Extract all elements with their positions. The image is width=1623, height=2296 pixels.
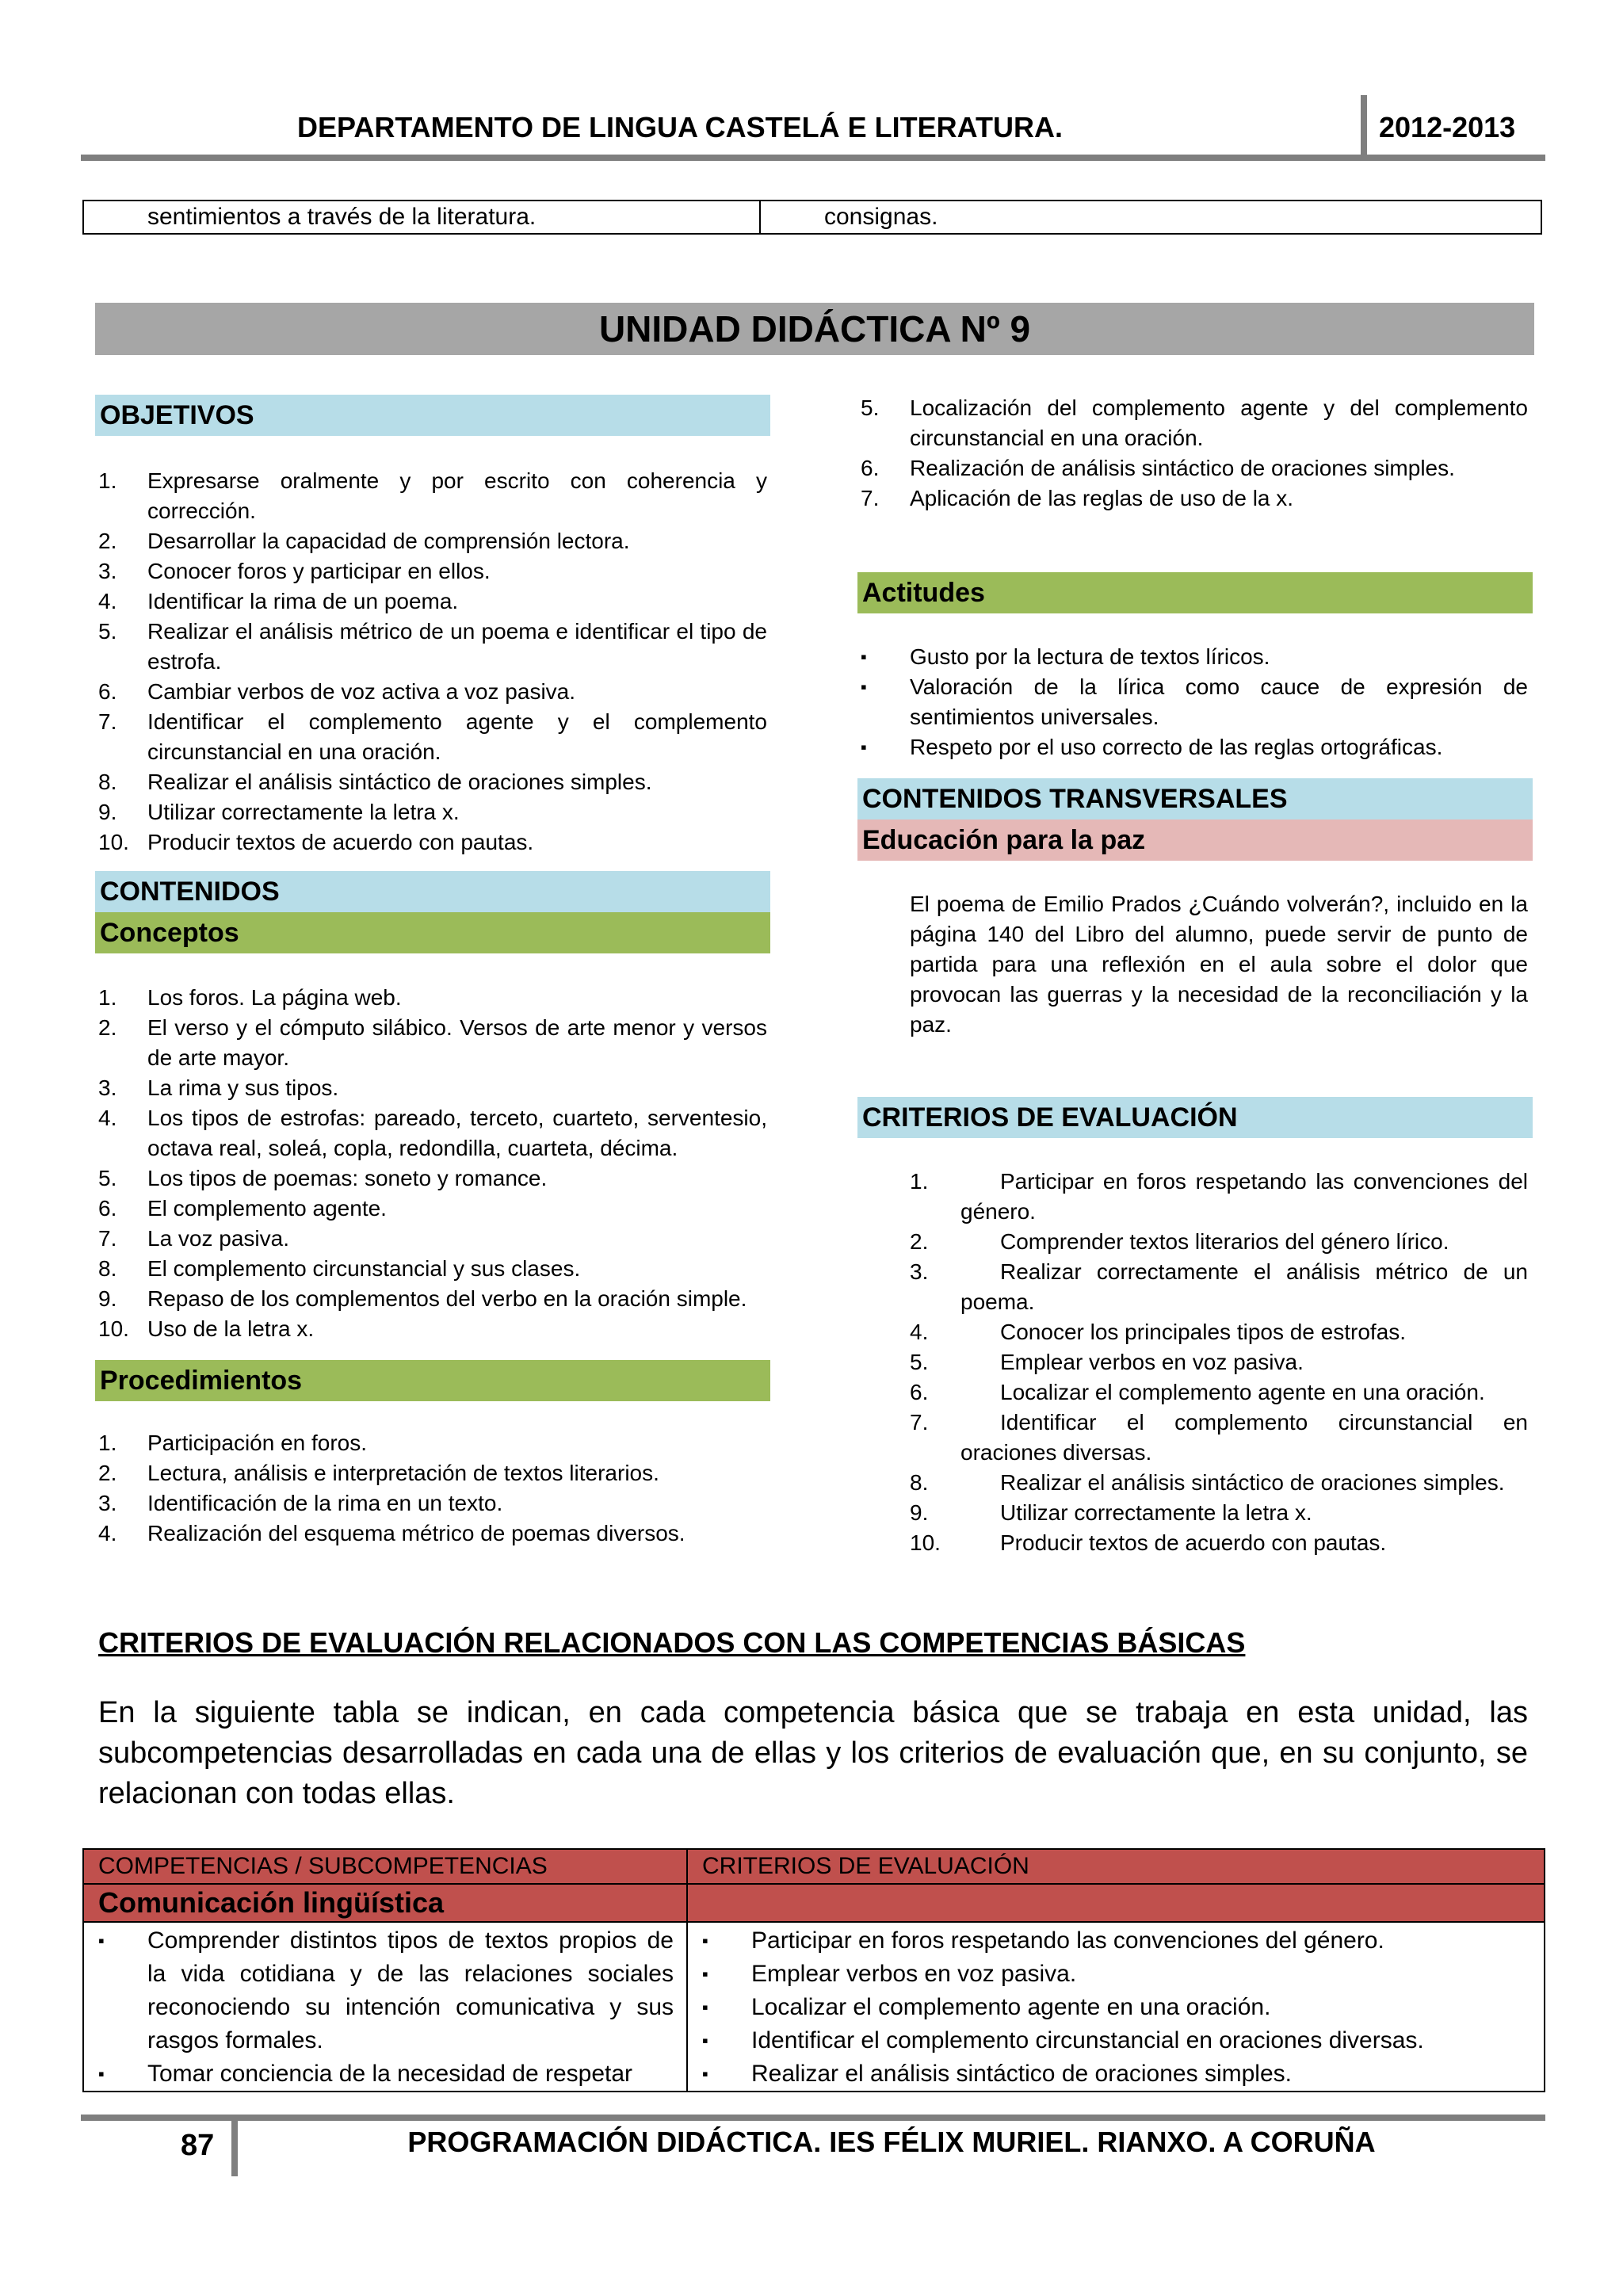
bullet-icon: ▪ xyxy=(861,677,867,697)
item-text: El verso y el cómputo silábico. Versos de arte menor y versos de arte mayor. xyxy=(147,1015,767,1070)
list-item xyxy=(910,1528,1528,1558)
item-number: 9. xyxy=(98,800,117,824)
item-text: Localización del complemento agente y del complemento circunstancial en una oración. xyxy=(910,395,1528,450)
bullet-icon: ▪ xyxy=(98,1931,105,1950)
item-text: Los tipos de poemas: soneto y romance. xyxy=(147,1166,548,1190)
header-title: DEPARTAMENTO DE LINGUA CASTELÁ E LITERATURA. xyxy=(297,111,1063,143)
conceptos-heading: Conceptos xyxy=(95,912,770,953)
list-item xyxy=(98,556,767,586)
objetivos-heading: OBJETIVOS xyxy=(95,395,770,436)
item-number: 8. xyxy=(98,1256,117,1281)
item-number: 1. xyxy=(98,1431,117,1455)
item-number: 7. xyxy=(861,486,880,510)
list-item xyxy=(98,1519,767,1549)
list-item xyxy=(910,1408,1528,1468)
competencias-table xyxy=(82,1848,1545,2092)
list-item xyxy=(98,2057,674,2091)
list-item xyxy=(98,1314,767,1344)
item-text: Realizar el análisis métrico de un poema e identificar el tipo de estrofa. xyxy=(147,619,767,674)
list-item xyxy=(98,1488,767,1519)
list-item xyxy=(910,1167,1528,1227)
list-item xyxy=(98,526,767,556)
list-item xyxy=(702,1958,1531,1991)
bullet-icon: ▪ xyxy=(702,1964,708,1984)
bullet-icon: ▪ xyxy=(702,2030,708,2050)
table-criterios-list xyxy=(702,1924,1531,2091)
table-header-competencias: COMPETENCIAS / SUBCOMPETENCIAS xyxy=(84,1850,688,1885)
list-item xyxy=(98,1103,767,1163)
item-text: Identificar el complemento agente y el complemento circunstancial en una oración. xyxy=(147,709,767,764)
item-text: Utilizar correctamente la letra x. xyxy=(1000,1500,1312,1525)
item-text: El complemento agente. xyxy=(147,1196,387,1221)
header-year: 2012-2013 xyxy=(1379,111,1516,143)
item-number: 1. xyxy=(98,985,117,1010)
list-item xyxy=(98,1013,767,1073)
item-text: Realizar el análisis sintáctico de oraciones simples. xyxy=(1000,1470,1505,1495)
item-text: La voz pasiva. xyxy=(147,1226,289,1251)
item-text: Realización del esquema métrico de poemas diversos. xyxy=(147,1521,685,1545)
item-text: Los tipos de estrofas: pareado, terceto, cuarteto, serventesio, octava real, soleá, copla, redondilla, cuarteta, décima. xyxy=(147,1106,767,1160)
procedimientos-heading: Procedimientos xyxy=(95,1360,770,1401)
item-text: Localizar el complemento agente en una oración. xyxy=(1000,1380,1485,1404)
item-number: 2. xyxy=(98,1461,117,1485)
list-item xyxy=(98,1254,767,1284)
competencias-intro: En la siguiente tabla se indican, en cada competencia básica que se trabaja en esta unidad, las subcompetencias desarrolladas en cada una de ellas y los criterios de evaluación que, en su conjunto, se relacionan con todas ellas. xyxy=(98,1696,1528,1810)
item-text: Gusto por la lectura de textos líricos. xyxy=(910,644,1270,669)
list-item xyxy=(98,1924,674,2057)
continuation-cell-right: consignas. xyxy=(824,204,938,230)
procedimientos-list xyxy=(98,1428,767,1549)
objetivos-list xyxy=(98,466,767,858)
list-item xyxy=(861,393,1528,453)
item-number: 5. xyxy=(910,1350,929,1374)
item-number: 10. xyxy=(98,1316,129,1341)
list-item xyxy=(910,1227,1528,1257)
item-number: 1. xyxy=(910,1169,929,1194)
item-text: Repaso de los complementos del verbo en la oración simple. xyxy=(147,1286,747,1311)
item-number: 1. xyxy=(98,468,117,493)
item-text: Realizar correctamente el análisis métrico de un poema. xyxy=(960,1259,1528,1314)
list-item xyxy=(861,483,1528,514)
list-item xyxy=(910,1317,1528,1347)
criterios-list xyxy=(910,1167,1528,1558)
item-number: 10. xyxy=(98,830,129,854)
list-item xyxy=(702,1924,1531,1958)
list-item xyxy=(910,1347,1528,1377)
header-rule xyxy=(81,155,1545,161)
item-number: 9. xyxy=(910,1500,929,1525)
subcompetencias-list xyxy=(98,1924,674,2091)
item-text: Respeto por el uso correcto de las reglas ortográficas. xyxy=(910,735,1443,759)
list-item xyxy=(98,617,767,677)
item-number: 8. xyxy=(98,770,117,794)
item-number: 6. xyxy=(98,679,117,704)
item-text: Tomar conciencia de la necesidad de respetar xyxy=(147,2061,633,2087)
item-text: Uso de la letra x. xyxy=(147,1316,315,1341)
list-item xyxy=(98,1194,767,1224)
list-item xyxy=(98,466,767,526)
list-item xyxy=(702,2024,1531,2057)
table-group-label: Comunicación lingüística xyxy=(84,1885,688,1923)
item-number: 4. xyxy=(98,589,117,613)
list-item xyxy=(910,1498,1528,1528)
item-number: 4. xyxy=(910,1320,929,1344)
list-item xyxy=(98,1458,767,1488)
table-header-criterios: CRITERIOS DE EVALUACIÓN xyxy=(688,1850,1544,1885)
item-text: Expresarse oralmente y por escrito con coherencia y corrección. xyxy=(147,468,767,523)
item-text: Participación en foros. xyxy=(147,1431,368,1455)
list-item xyxy=(98,1428,767,1458)
continuation-table xyxy=(82,200,1542,235)
bullet-icon: ▪ xyxy=(861,737,867,757)
item-text: Localizar el complemento agente en una oración. xyxy=(751,1994,1271,2020)
item-text: Cambiar verbos de voz activa a voz pasiva. xyxy=(147,679,576,704)
item-number: 2. xyxy=(98,1015,117,1040)
procedimientos-list-continued xyxy=(861,393,1528,514)
list-item xyxy=(98,983,767,1013)
footer-divider xyxy=(231,2115,238,2176)
list-item xyxy=(98,1224,767,1254)
item-number: 5. xyxy=(861,395,880,420)
item-number: 9. xyxy=(98,1286,117,1311)
item-text: El complemento circunstancial y sus clases. xyxy=(147,1256,581,1281)
transversales-heading: CONTENIDOS TRANSVERSALES xyxy=(857,778,1533,819)
item-text: Identificación de la rima en un texto. xyxy=(147,1491,503,1515)
item-text: Valoración de la lírica como cauce de expresión de sentimientos universales. xyxy=(910,674,1528,729)
item-number: 7. xyxy=(98,1226,117,1251)
list-item xyxy=(98,1073,767,1103)
item-text: Comprender distintos tipos de textos propios de la vida cotidiana y de las relaciones sociales reconociendo su intención comunicativa y sus rasgos formales. xyxy=(147,1927,674,2053)
competencias-section-title: CRITERIOS DE EVALUACIÓN RELACIONADOS CON LAS COMPETENCIAS BÁSICAS xyxy=(98,1626,1246,1659)
item-number: 3. xyxy=(910,1259,929,1284)
criterios-heading: CRITERIOS DE EVALUACIÓN xyxy=(857,1097,1533,1138)
list-item xyxy=(861,642,1528,672)
item-text: Emplear verbos en voz pasiva. xyxy=(751,1961,1077,1987)
item-number: 6. xyxy=(98,1196,117,1221)
item-text: La rima y sus tipos. xyxy=(147,1075,339,1100)
list-item xyxy=(98,707,767,767)
item-number: 7. xyxy=(98,709,117,734)
list-item xyxy=(98,1163,767,1194)
page-number: 87 xyxy=(181,2129,215,2162)
item-text: Identificar el complemento circunstancial en oraciones diversas. xyxy=(751,2027,1424,2053)
list-item xyxy=(98,797,767,827)
item-text: Realización de análisis sintáctico de oraciones simples. xyxy=(910,456,1455,480)
list-item xyxy=(910,1377,1528,1408)
list-item xyxy=(98,586,767,617)
item-text: Realizar el análisis sintáctico de oraciones simples. xyxy=(147,770,652,794)
item-number: 3. xyxy=(98,559,117,583)
item-number: 6. xyxy=(861,456,880,480)
item-number: 4. xyxy=(98,1106,117,1130)
item-number: 2. xyxy=(98,529,117,553)
item-text: Aplicación de las reglas de uso de la x. xyxy=(910,486,1294,510)
item-number: 6. xyxy=(910,1380,929,1404)
item-number: 2. xyxy=(910,1229,929,1254)
bullet-icon: ▪ xyxy=(702,1997,708,2017)
item-text: Los foros. La página web. xyxy=(147,985,402,1010)
item-text: Participar en foros respetando las convenciones del género. xyxy=(960,1169,1528,1224)
list-item xyxy=(861,732,1528,762)
item-number: 5. xyxy=(98,1166,117,1190)
unit-title: UNIDAD DIDÁCTICA Nº 9 xyxy=(95,303,1534,355)
actitudes-heading: Actitudes xyxy=(857,572,1533,613)
item-text: Comprender textos literarios del género lírico. xyxy=(1000,1229,1449,1254)
actitudes-list xyxy=(861,642,1528,762)
item-number: 5. xyxy=(98,619,117,644)
item-text: Utilizar correctamente la letra x. xyxy=(147,800,460,824)
list-item xyxy=(98,1284,767,1314)
item-text: Identificar el complemento circunstancial en oraciones diversas. xyxy=(960,1410,1528,1465)
item-text: Participar en foros respetando las convenciones del género. xyxy=(751,1927,1384,1954)
item-text: Producir textos de acuerdo con pautas. xyxy=(147,830,534,854)
item-number: 3. xyxy=(98,1075,117,1100)
table-group-empty xyxy=(688,1885,1544,1923)
item-text: Emplear verbos en voz pasiva. xyxy=(1000,1350,1304,1374)
list-item xyxy=(702,1991,1531,2024)
item-text: Conocer foros y participar en ellos. xyxy=(147,559,491,583)
bullet-icon: ▪ xyxy=(702,2064,708,2084)
item-text: Identificar la rima de un poema. xyxy=(147,589,459,613)
list-item xyxy=(861,453,1528,483)
list-item xyxy=(98,827,767,858)
list-item xyxy=(910,1468,1528,1498)
item-number: 3. xyxy=(98,1491,117,1515)
item-number: 10. xyxy=(910,1530,941,1555)
header-divider xyxy=(1361,95,1367,157)
contenidos-heading: CONTENIDOS xyxy=(95,871,770,912)
list-item xyxy=(910,1257,1528,1317)
item-text: Lectura, análisis e interpretación de textos literarios. xyxy=(147,1461,659,1485)
item-number: 4. xyxy=(98,1521,117,1545)
item-number: 8. xyxy=(910,1470,929,1495)
item-text: Desarrollar la capacidad de comprensión lectora. xyxy=(147,529,630,553)
conceptos-list xyxy=(98,983,767,1344)
continuation-cell-left: sentimientos a través de la literatura. xyxy=(84,201,761,233)
footer-text: PROGRAMACIÓN DIDÁCTICA. IES FÉLIX MURIEL. RIANXO. A CORUÑA xyxy=(407,2126,1376,2158)
bullet-icon: ▪ xyxy=(702,1931,708,1950)
item-text: Producir textos de acuerdo con pautas. xyxy=(1000,1530,1387,1555)
transversales-text: El poema de Emilio Prados ¿Cuándo volverán?, incluido en la página 140 del Libro del alumno, puede servir de punto de partida para una reflexión en el aula sobre el dolor que provocan las guerras y la necesidad de la reconciliación y la paz. xyxy=(910,892,1528,1037)
list-item xyxy=(98,677,767,707)
list-item xyxy=(702,2057,1531,2091)
list-item xyxy=(861,672,1528,732)
item-text: Conocer los principales tipos de estrofas. xyxy=(1000,1320,1407,1344)
item-text: Realizar el análisis sintáctico de oraciones simples. xyxy=(751,2061,1292,2087)
item-number: 7. xyxy=(910,1410,929,1435)
bullet-icon: ▪ xyxy=(861,647,867,667)
footer-rule xyxy=(81,2115,1545,2121)
list-item xyxy=(98,767,767,797)
bullet-icon: ▪ xyxy=(98,2064,105,2084)
educacion-paz-heading: Educación para la paz xyxy=(857,819,1533,861)
